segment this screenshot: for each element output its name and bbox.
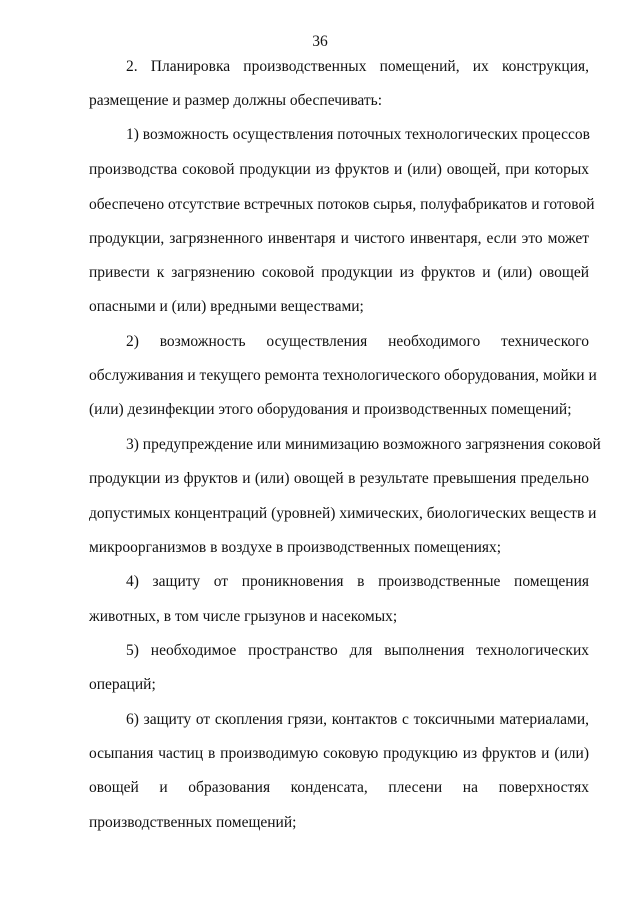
text-line: (или) дезинфекции этого оборудования и производственных помещений; — [89, 401, 572, 418]
text-line: осыпания частиц в производимую соковую продукцию из фруктов и (или) — [89, 745, 589, 762]
page-number: 36 — [312, 33, 328, 50]
text-line: 5) необходимое пространство для выполнения технологических — [126, 642, 589, 659]
text-line: обеспечено отсутствие встречных потоков сырья, полуфабрикатов и готовой — [89, 196, 595, 213]
text-line: животных, в том числе грызунов и насекомых; — [89, 608, 398, 625]
text-line: 6) защиту от скопления грязи, контактов с токсичными материалами, — [126, 711, 589, 728]
text-line: 2) возможность осуществления необходимого технического — [126, 333, 589, 350]
text-line: привести к загрязнению соковой продукции из фруктов и (или) овощей — [89, 264, 589, 281]
text-line: продукции из фруктов и (или) овощей в результате превышения предельно — [89, 470, 589, 487]
text-line: продукции, загрязненного инвентаря и чистого инвентаря, если это может — [89, 230, 589, 247]
text-line: овощей и образования конденсата, плесени на поверхностях — [89, 779, 589, 796]
text-line: 2. Планировка производственных помещений, их конструкция, — [126, 58, 589, 75]
text-line: 3) предупреждение или минимизацию возможного загрязнения соковой — [126, 436, 601, 453]
text-line: опасными и (или) вредными веществами; — [89, 298, 364, 315]
text-line: производственных помещений; — [89, 814, 297, 831]
text-line: размещение и размер должны обеспечивать: — [89, 92, 383, 109]
text-line: 1) возможность осуществления поточных технологических процессов — [126, 126, 590, 143]
text-line: микроорганизмов в воздухе в производственных помещениях; — [89, 539, 502, 556]
text-line: производства соковой продукции из фруктов и (или) овощей, при которых — [89, 161, 589, 178]
text-line: операций; — [89, 676, 156, 693]
text-line: обслуживания и текущего ремонта технологического оборудования, мойки и — [89, 367, 597, 384]
text-line: допустимых концентраций (уровней) химических, биологических веществ и — [89, 505, 597, 522]
text-line: 4) защиту от проникновения в производственные помещения — [126, 573, 589, 590]
